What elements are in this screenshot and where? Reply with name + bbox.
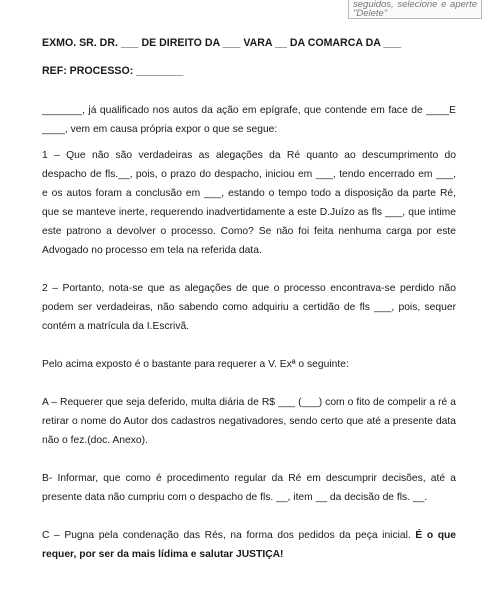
request-item-a: A – Requerer que seja deferido, multa diária de R$ ___ (___) com o fito de compelir a ré a retirar o nome do Autor dos cadastros negativadores, sendo certo que até a presente data não o fez.(doc. Anexo). — [42, 397, 456, 446]
petition-document — [42, 34, 456, 564]
request-item-b: B- Informar, que como é procedimento regular da Ré em descumprir decisões, até a presente data não cumpriu com o despacho de fls. __, item __ da decisão de fls. __. — [42, 473, 456, 503]
paragraph-1: 1 – Que não são verdadeiras as alegações da Ré quanto ao descumprimento do despacho de fls.__, pois, o prazo do despacho, iniciou em ___, tendo encerrado em ___, e os autos foram a conclusão em ___, estando o tempo todo a disposição da parte Ré, que se manteve inerte, requerendo inadvertidamente a este D.Juízo as fls ___, que intime este patrono a devolver o processo. Como? Se não foi feita nenhuma carga por este Advogado no processo em tela na referida data. — [42, 150, 456, 256]
instruction-tooltip-text: seguidos, selecione e aperte "Delete" — [353, 0, 477, 19]
instruction-tooltip — [348, 0, 482, 19]
closing-statement: É o que requer, por ser da mais lídima e salutar JUSTIÇA! — [42, 530, 456, 560]
process-reference: REF: PROCESSO: ________ — [42, 65, 184, 77]
request-item-c — [42, 526, 456, 564]
request-item-c-text: C – Pugna pela condenação das Rés, na forma dos pedidos da peça inicial. — [42, 530, 416, 541]
intro-paragraph: _______, já qualificado nos autos da ação em epígrafe, que contende em face de ____E ____, vem em causa própria expor o que se segue: — [42, 105, 456, 135]
document-heading: EXMO. SR. DR. ___ DE DIREITO DA ___ VARA __ DA COMARCA DA ___ — [42, 37, 402, 49]
paragraph-2: 2 – Portanto, nota-se que as alegações de que o processo encontrava-se perdido não podem ser verdadeiras, não sabendo como adquiriu a certidão de fls ___, pois, sequer contém a matrícula da I.Escrivã. — [42, 283, 456, 332]
request-intro-paragraph: Pelo acima exposto é o bastante para requerer a V. Exª o seguinte: — [42, 359, 349, 370]
